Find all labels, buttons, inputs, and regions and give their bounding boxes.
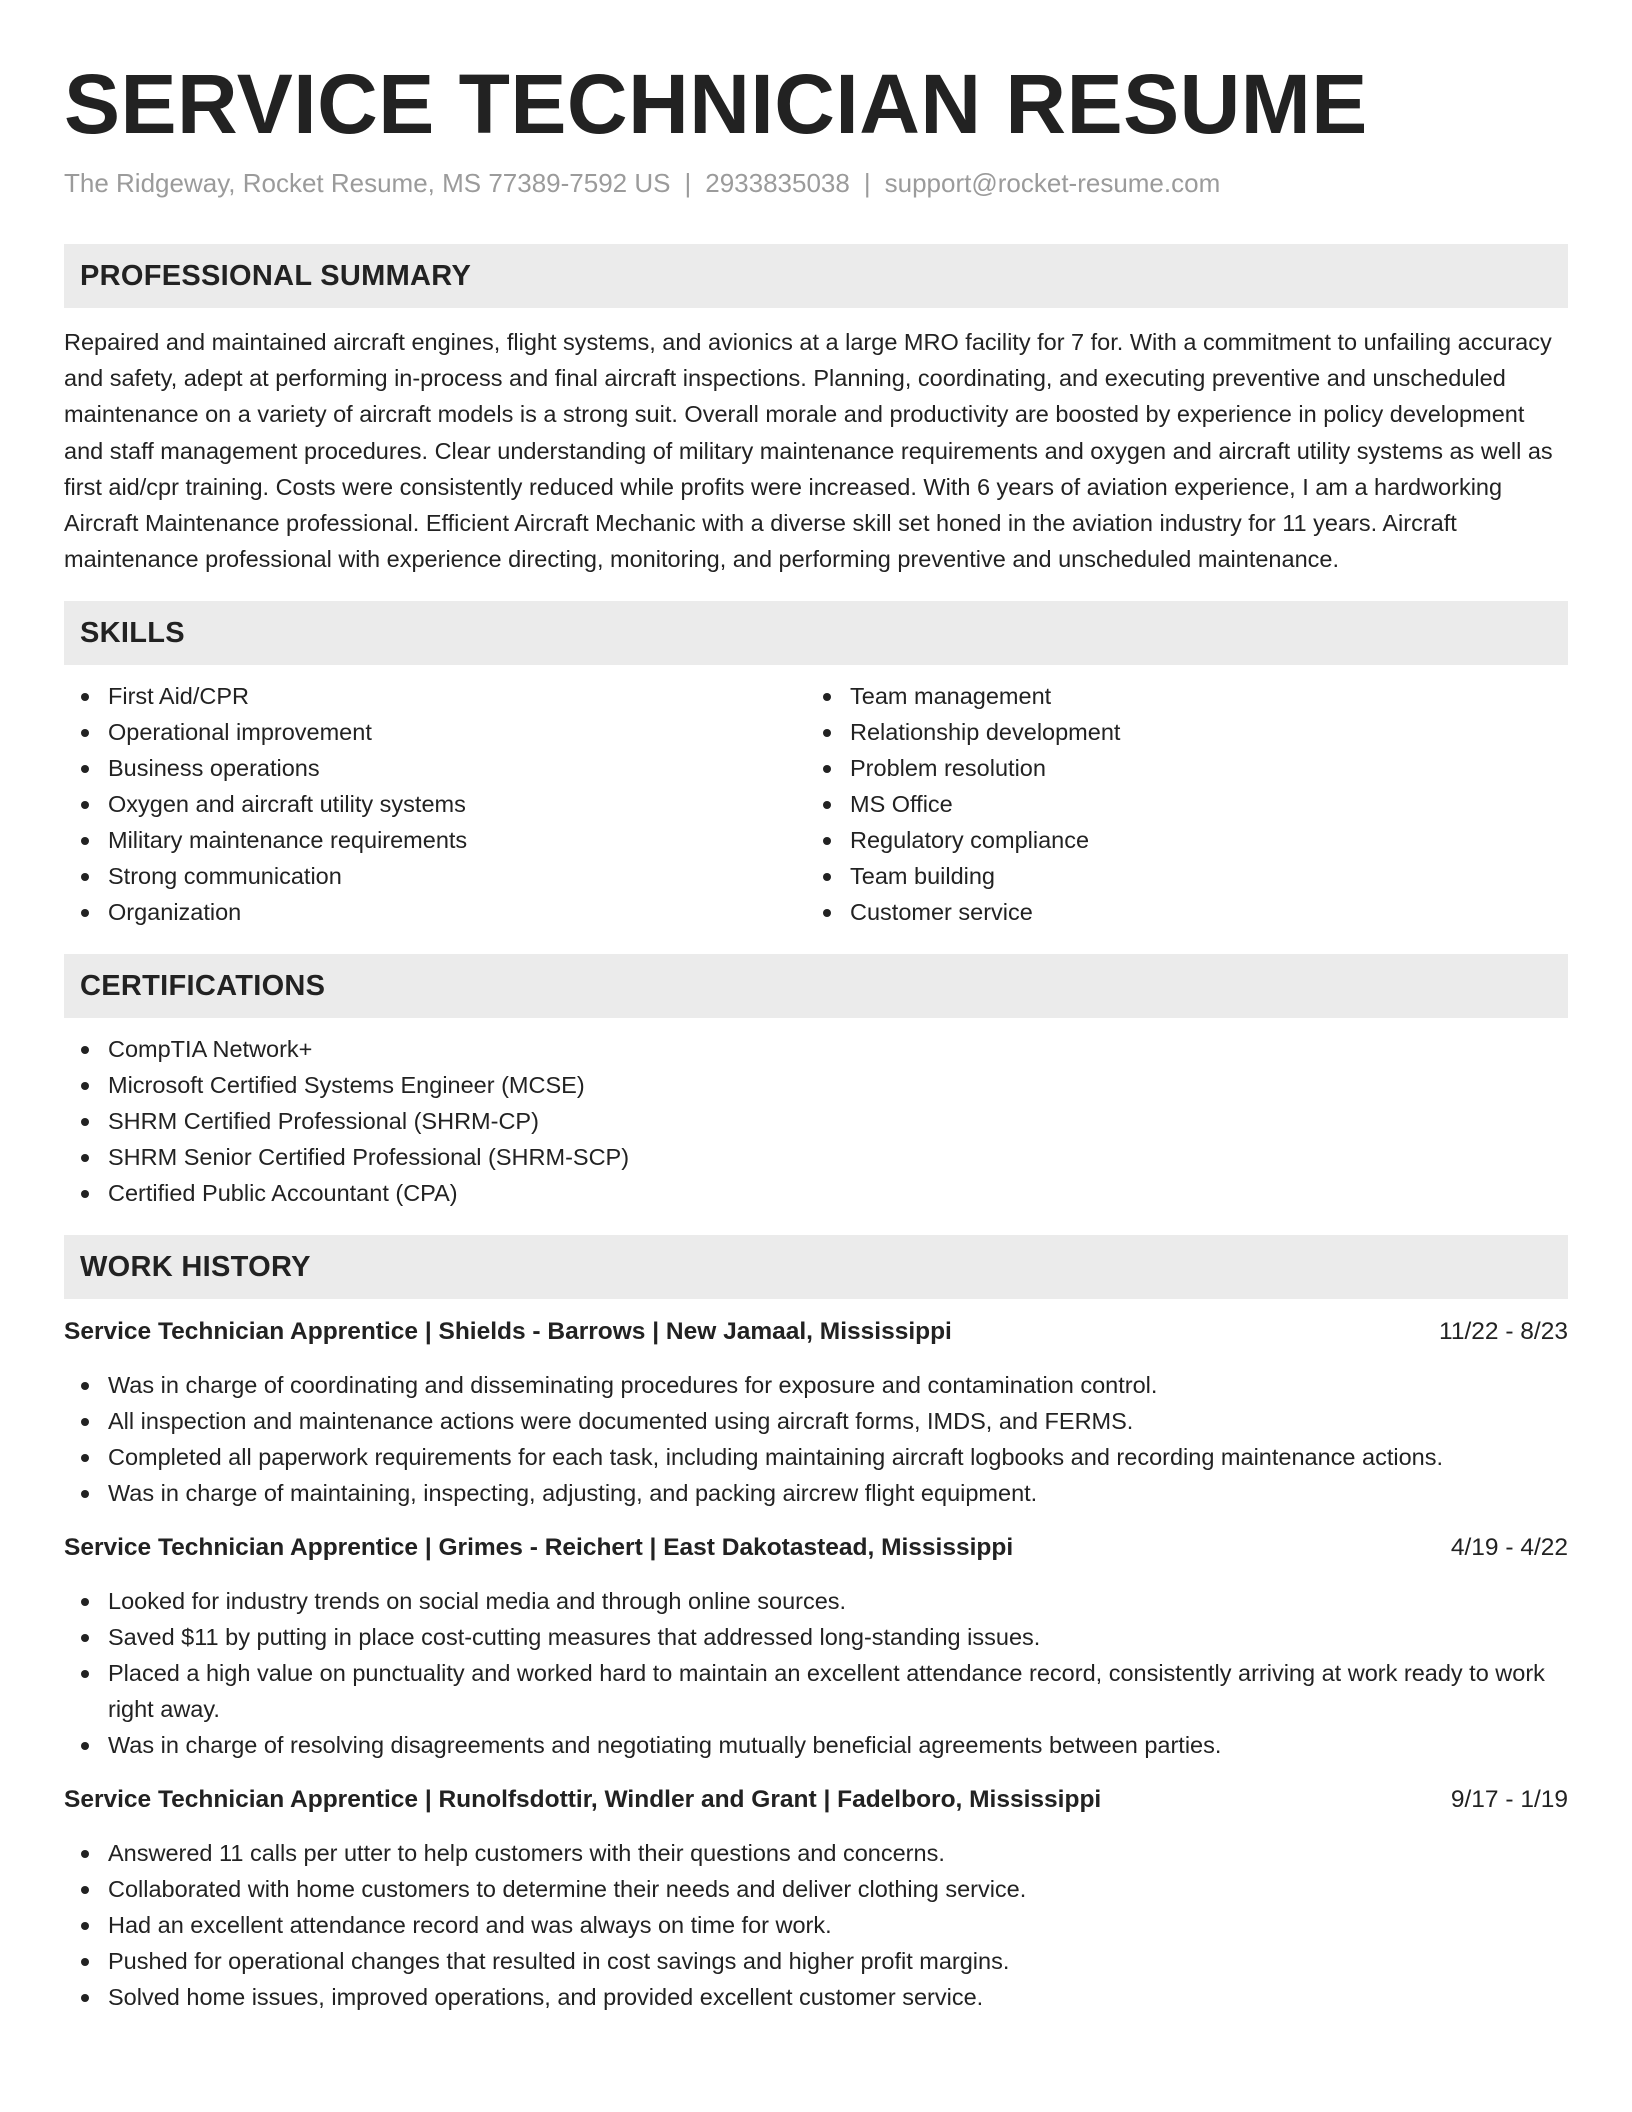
skills-column-right (806, 678, 1548, 930)
summary-heading: PROFESSIONAL SUMMARY (64, 244, 1568, 308)
job-header (64, 1315, 1568, 1349)
job-bullet: All inspection and maintenance actions were documented using aircraft forms, IMDS, and FERMS. (64, 1403, 1568, 1439)
skill-item: Team building (806, 858, 1548, 894)
skill-item: Operational improvement (64, 714, 806, 750)
job-bullet: Had an excellent attendance record and was always on time for work. (64, 1907, 1568, 1943)
contact-phone: 2933835038 (705, 168, 850, 198)
job-title: Service Technician Apprentice | Grimes - Reichert | East Dakotastead, Mississippi (64, 1534, 1014, 1562)
job-bullets (64, 1367, 1568, 1511)
job-dates: 9/17 - 1/19 (1450, 1786, 1568, 1814)
job-header (64, 1783, 1568, 1817)
job-bullet: Was in charge of coordinating and disseminating procedures for exposure and contamination control. (64, 1367, 1568, 1403)
contact-line (64, 166, 1568, 200)
job-bullet: Saved $11 by putting in place cost-cutting measures that addressed long-standing issues. (64, 1619, 1568, 1655)
skill-item: Business operations (64, 750, 806, 786)
certifications-list (64, 1031, 1568, 1211)
skill-item: Problem resolution (806, 750, 1548, 786)
job-header (64, 1531, 1568, 1565)
certification-item: Certified Public Accountant (CPA) (64, 1175, 1568, 1211)
certification-item: Microsoft Certified Systems Engineer (MCSE) (64, 1067, 1568, 1103)
skill-item: Strong communication (64, 858, 806, 894)
job-entry (64, 1783, 1568, 2015)
resume-page (64, 0, 1568, 2015)
skills-list (64, 678, 1568, 930)
skill-item: Team management (806, 678, 1548, 714)
contact-email: support@rocket-resume.com (884, 168, 1221, 198)
skill-item: Oxygen and aircraft utility systems (64, 786, 806, 822)
job-title: Service Technician Apprentice | Shields - Barrows | New Jamaal, Mississippi (64, 1318, 952, 1346)
job-bullet: Looked for industry trends on social media and through online sources. (64, 1583, 1568, 1619)
job-dates: 4/19 - 4/22 (1450, 1534, 1568, 1562)
job-bullet: Was in charge of resolving disagreements and negotiating mutually beneficial agreements between parties. (64, 1727, 1568, 1763)
job-bullet: Placed a high value on punctuality and worked hard to maintain an excellent attendance record, consistently arriving at work ready to work right away. (64, 1655, 1568, 1727)
summary-text: Repaired and maintained aircraft engines, flight systems, and avionics at a large MRO facility for 7 for. With a commitment to unfailing accuracy and safety, adept at performing in-process and final aircraft inspections. Planning, coordinating, and executing preventive and unscheduled maintenance on a variety of aircraft models is a strong suit. Overall morale and productivity are boosted by experience in policy development and staff management procedures. Clear understanding of military maintenance requirements and oxygen and aircraft utility systems as well as first aid/cpr training. Costs were consistently reduced while profits were increased. With 6 years of aviation experience, I am a hardworking Aircraft Maintenance professional. Efficient Aircraft Mechanic with a diverse skill set honed in the aviation industry for 11 years. Aircraft maintenance professional with experience directing, monitoring, and performing preventive and unscheduled maintenance. (64, 329, 1553, 573)
job-bullet: Pushed for operational changes that resulted in cost savings and higher profit margins. (64, 1943, 1568, 1979)
skill-item: Military maintenance requirements (64, 822, 806, 858)
job-bullet: Solved home issues, improved operations, and provided excellent customer service. (64, 1979, 1568, 2015)
skill-item: MS Office (806, 786, 1548, 822)
resume-title: SERVICE TECHNICIAN RESUME (64, 57, 1368, 151)
job-bullet: Collaborated with home customers to determine their needs and deliver clothing service. (64, 1871, 1568, 1907)
contact-separator: | (684, 168, 692, 198)
contact-separator: | (863, 168, 871, 198)
job-bullet: Answered 11 calls per utter to help customers with their questions and concerns. (64, 1835, 1568, 1871)
job-bullets (64, 1583, 1568, 1763)
certifications-heading: CERTIFICATIONS (64, 954, 1568, 1018)
job-dates: 11/22 - 8/23 (1439, 1318, 1568, 1346)
skill-item: Organization (64, 894, 806, 930)
job-title: Service Technician Apprentice | Runolfsdottir, Windler and Grant | Fadelboro, Mississippi (64, 1786, 1102, 1814)
job-bullets (64, 1835, 1568, 2015)
skills-heading: SKILLS (64, 601, 1568, 665)
job-entry (64, 1531, 1568, 1763)
skill-item: First Aid/CPR (64, 678, 806, 714)
job-entry (64, 1315, 1568, 1511)
work-history-heading: WORK HISTORY (64, 1235, 1568, 1299)
certification-item: CompTIA Network+ (64, 1031, 1568, 1067)
certification-item: SHRM Senior Certified Professional (SHRM-SCP) (64, 1139, 1568, 1175)
job-bullet: Was in charge of maintaining, inspecting, adjusting, and packing aircrew flight equipment. (64, 1475, 1568, 1511)
skill-item: Regulatory compliance (806, 822, 1548, 858)
certification-item: SHRM Certified Professional (SHRM-CP) (64, 1103, 1568, 1139)
skill-item: Relationship development (806, 714, 1548, 750)
skill-item: Customer service (806, 894, 1548, 930)
contact-address: The Ridgeway, Rocket Resume, MS 77389-7592 US (64, 168, 671, 198)
skills-column-left (64, 678, 806, 930)
job-bullet: Completed all paperwork requirements for each task, including maintaining aircraft logbooks and recording maintenance actions. (64, 1439, 1568, 1475)
